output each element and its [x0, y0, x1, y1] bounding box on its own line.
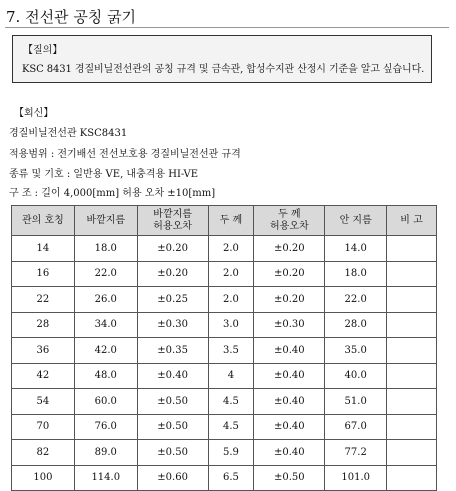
question-box: [12, 35, 432, 83]
table-cell: ±0.40: [254, 389, 325, 415]
table-row: [12, 414, 437, 440]
table-row: [12, 440, 437, 466]
question-label: 【질의】: [23, 45, 63, 56]
table-cell: [387, 363, 437, 389]
table-cell: 2.0: [208, 236, 254, 262]
section-title: 7. 전선관 공칭 굵기: [6, 8, 137, 26]
table-cell: [387, 287, 437, 313]
table-cell: ±0.30: [137, 312, 208, 338]
answer-line-title: 경질비닐전선관 KSC8431: [9, 128, 128, 139]
table-cell: ±0.40: [137, 363, 208, 389]
table-cell: 40.0: [325, 363, 387, 389]
table-cell: ±0.20: [254, 287, 325, 313]
table-cell: 36: [12, 338, 75, 364]
table-header-cell: 두 께 허용오차: [254, 206, 325, 236]
table-cell: ±0.20: [137, 236, 208, 262]
table-cell: 42.0: [74, 338, 137, 364]
table-cell: [387, 440, 437, 466]
table-header-cell: 바깥지름 허용오차: [137, 206, 208, 236]
table-cell: [387, 465, 437, 491]
table-header-row: [12, 206, 437, 236]
table-header-cell: 안 지름: [325, 206, 387, 236]
table-cell: ±0.20: [137, 261, 208, 287]
table-cell: 6.5: [208, 465, 254, 491]
table-cell: 101.0: [325, 465, 387, 491]
table-cell: 22: [12, 287, 75, 313]
table-cell: 48.0: [74, 363, 137, 389]
answer-line-structure: 구 조 : 길이 4,000[mm] 허용 오차 ±10[mm]: [9, 188, 216, 199]
table-cell: 82: [12, 440, 75, 466]
table-cell: ±0.40: [254, 338, 325, 364]
table-row: [12, 236, 437, 262]
table-cell: ±0.50: [137, 440, 208, 466]
table-cell: ±0.50: [137, 389, 208, 415]
table-cell: 54: [12, 389, 75, 415]
table-body: [12, 236, 437, 491]
table-cell: 35.0: [325, 338, 387, 364]
table-cell: 18.0: [74, 236, 137, 262]
table-cell: ±0.60: [137, 465, 208, 491]
table-cell: [387, 236, 437, 262]
table-cell: 22.0: [325, 287, 387, 313]
table-header-cell: 관의 호칭: [12, 206, 75, 236]
table-header-cell: 바깥지름: [74, 206, 137, 236]
table-cell: 60.0: [74, 389, 137, 415]
table-cell: 77.2: [325, 440, 387, 466]
table-cell: ±0.40: [254, 440, 325, 466]
table-cell: 89.0: [74, 440, 137, 466]
table-header-cell: 비 고: [387, 206, 437, 236]
table-cell: 100: [12, 465, 75, 491]
table-cell: 18.0: [325, 261, 387, 287]
table-cell: 22.0: [74, 261, 137, 287]
table-cell: 5.9: [208, 440, 254, 466]
table-cell: 28.0: [325, 312, 387, 338]
table-cell: 4: [208, 363, 254, 389]
table-cell: [387, 389, 437, 415]
table-cell: 3.0: [208, 312, 254, 338]
table-cell: ±0.40: [254, 414, 325, 440]
table-cell: 114.0: [74, 465, 137, 491]
table-cell: 70: [12, 414, 75, 440]
answer-label: 【회신】: [14, 108, 54, 119]
table-header-cell: 두 께: [208, 206, 254, 236]
table-cell: 34.0: [74, 312, 137, 338]
table-cell: 2.0: [208, 287, 254, 313]
conduit-spec-table: [11, 205, 437, 491]
table-cell: ±0.50: [254, 465, 325, 491]
table-row: [12, 287, 437, 313]
table-cell: 28: [12, 312, 75, 338]
table-cell: 14.0: [325, 236, 387, 262]
table-cell: ±0.20: [254, 261, 325, 287]
table-cell: 51.0: [325, 389, 387, 415]
table-cell: 76.0: [74, 414, 137, 440]
table-cell: 4.5: [208, 414, 254, 440]
table-row: [12, 312, 437, 338]
table-cell: ±0.35: [137, 338, 208, 364]
table-cell: ±0.50: [137, 414, 208, 440]
question-text: KSC 8431 경질비닐전선관의 공칭 규격 및 금속관, 합성수지관 산정시 기준을 알고 싶습니다.: [22, 64, 425, 75]
table-cell: 16: [12, 261, 75, 287]
table-row: [12, 389, 437, 415]
table-cell: 4.5: [208, 389, 254, 415]
table-cell: 67.0: [325, 414, 387, 440]
answer-line-scope: 적용범위 : 전기배선 전선보호용 경질비닐전선관 규격: [9, 149, 241, 160]
answer-line-types: 종류 및 기호 : 일반용 VE, 내충격용 HI-VE: [9, 169, 199, 180]
table-row: [12, 363, 437, 389]
table-cell: 2.0: [208, 261, 254, 287]
table-cell: 42: [12, 363, 75, 389]
table-cell: 3.5: [208, 338, 254, 364]
table-cell: [387, 338, 437, 364]
table-row: [12, 338, 437, 364]
table-row: [12, 261, 437, 287]
table-cell: 14: [12, 236, 75, 262]
table-cell: 26.0: [74, 287, 137, 313]
table-cell: ±0.30: [254, 312, 325, 338]
title-divider: [5, 27, 449, 28]
table-cell: [387, 312, 437, 338]
table-cell: [387, 414, 437, 440]
table-cell: ±0.25: [137, 287, 208, 313]
table-cell: [387, 261, 437, 287]
table-cell: ±0.20: [254, 236, 325, 262]
table-cell: ±0.40: [254, 363, 325, 389]
table-row: [12, 465, 437, 491]
